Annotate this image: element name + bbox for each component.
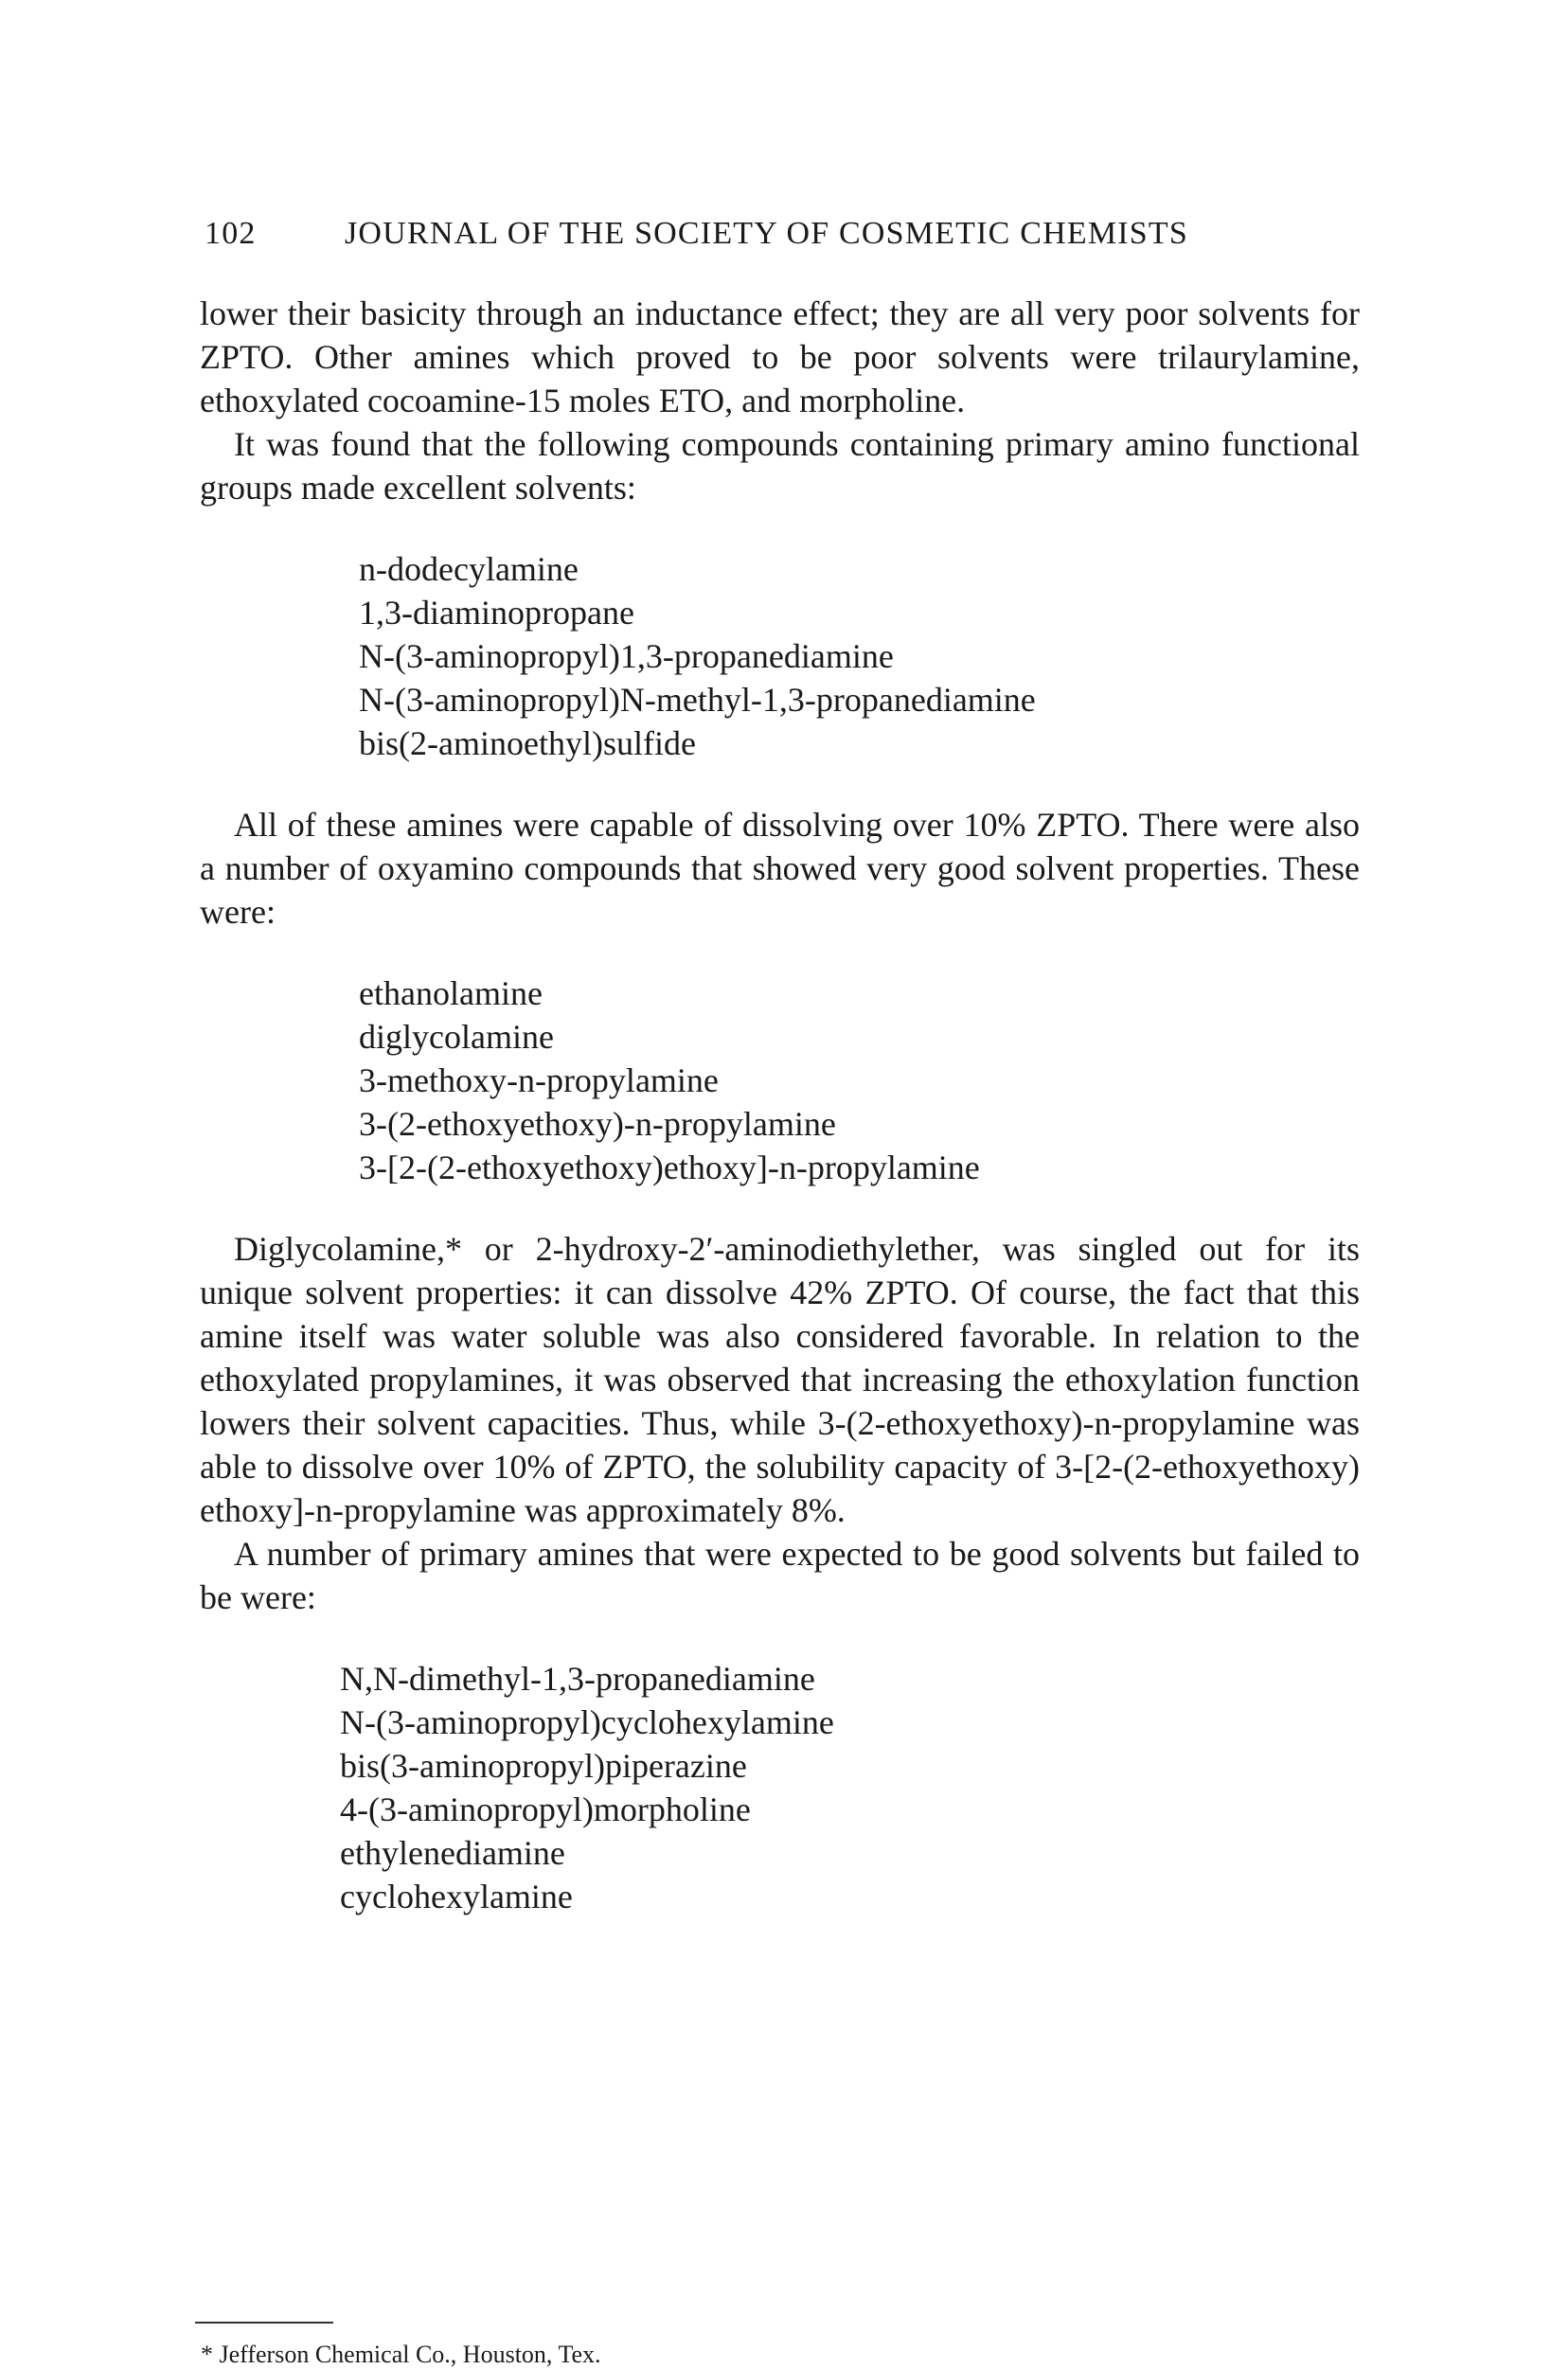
list-item: 1,3-diaminopropane [359, 594, 634, 632]
article-body [200, 292, 1360, 1956]
footnote: * Jefferson Chemical Co., Houston, Tex. [201, 2341, 601, 2368]
oxyamino-compounds-list [359, 971, 1360, 1189]
list-item: ethylenediamine [340, 1834, 565, 1872]
list-item: N,N-dimethyl-1,3-propanediamine [340, 1660, 815, 1698]
list-item: 4-(3-aminopropyl)morpholine [340, 1790, 751, 1828]
list-item: N-(3-aminopropyl)cyclohexylamine [340, 1703, 834, 1741]
running-header [205, 216, 1379, 258]
paragraph-failed-solvents-intro: A number of primary amines that were expected to be good solvents but failed to be were: [200, 1535, 1360, 1616]
list-item: bis(2-aminoethyl)sulfide [359, 724, 696, 762]
paragraph-oxyamino-intro: All of these amines were capable of dissolving over 10% ZPTO. There were also a number of oxyamino compounds that showed very good solvent properties. These were: [200, 806, 1360, 931]
failed-solvents-list [340, 1657, 1360, 1918]
list-item: N-(3-aminopropyl)1,3-propanediamine [359, 637, 894, 675]
list-item: ethanolamine [359, 974, 543, 1012]
excellent-solvents-list [359, 547, 1360, 765]
list-item: 3-(2-ethoxyethoxy)-n-propylamine [359, 1105, 836, 1143]
list-item: cyclohexylamine [340, 1878, 573, 1915]
list-item: bis(3-aminopropyl)piperazine [340, 1747, 747, 1785]
list-item: 3-methoxy-n-propylamine [359, 1061, 719, 1099]
journal-title: JOURNAL OF THE SOCIETY OF COSMETIC CHEMISTS [345, 216, 1188, 251]
list-item: N-(3-aminopropyl)N-methyl-1,3-propanediamine [359, 681, 1036, 719]
list-item: diglycolamine [359, 1018, 554, 1056]
footnote-rule [195, 2322, 333, 2324]
list-item: 3-[2-(2-ethoxyethoxy)ethoxy]-n-propylamine [359, 1149, 980, 1186]
page-number: 102 [205, 216, 257, 251]
paragraph-poor-solvents: lower their basicity through an inductance effect; they are all very poor solvents for ZPTO. Other amines which proved to be poor solvents were trilaurylamine, ethoxylated cocoamine-15 moles ETO, and morpholine. [200, 294, 1360, 419]
list-item: n-dodecylamine [359, 550, 579, 588]
paragraph-diglycolamine: Diglycolamine,* or 2-hydroxy-2′-aminodiethylether, was singled out for its unique solvent properties: it can dissolve 42% ZPTO. Of course, the fact that this amine itself was water soluble was also considered favorable. In relation to the ethoxylated propylamines, it was observed that increasing the ethoxylation function lowers their solvent capacities. Thus, while 3-(2-ethoxyethoxy)-n-propylamine was able to dissolve over 10% of ZPTO, the solubility capacity of 3-[2-(2-ethoxyethoxy) ethoxy]-n-propylamine was approximately 8%. [200, 1230, 1360, 1529]
paragraph-primary-amines-intro: It was found that the following compounds containing primary amino functional groups made excellent solvents: [200, 425, 1360, 507]
